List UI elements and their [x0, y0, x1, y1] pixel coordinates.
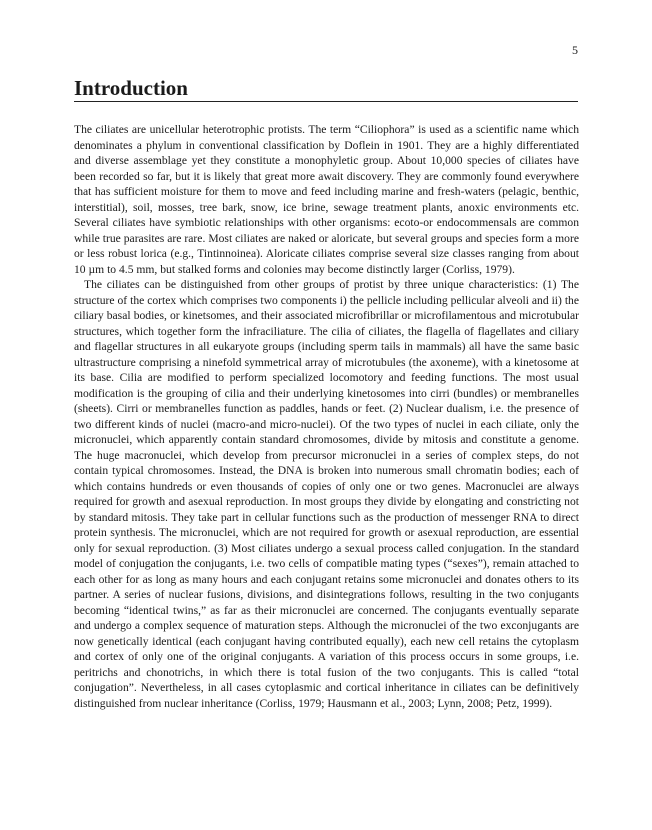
paragraph: The ciliates can be distinguished from other groups of protist by three unique characteristics: (1) The structure of the cortex which comprises two components i) the pellicle including pellicular alveoli and ii) the ciliary basal bodies, or kinetsomes, and their associated microfibrillar or microfilamentous and microtubular structures, which together form the infraciliature. The cilia of ciliates, the flagella of flagellates and ciliary and flagellar structures in all eukaryote groups (including sperm tails in mammals) all have the same basic ultrastructure comprising a ninefold symmetrical array of microtubules (the axoneme), with a kinetosome at its base. Cilia are modified to perform specialized locomotory and feeding functions. The most usual modification is the grouping of cilia and their underlying kinetosomes into cirri (bundles) or membranelles (sheets). Cirri or membranelles function as paddles, hands or feet. (2) Nuclear dualism, i.e. the presence of two different kinds of nuclei (macro-and micro-nuclei). Of the two types of nuclei in each ciliate, only the micronuclei, which apparently contain standard chromosomes, divide by mitosis and constitute a genome. The huge macronuclei, which develop from precursor micronuclei in a series of complex steps, do not contain typical chromosomes. Instead, the DNA is broken into numerous small chromatin bodies; each of which contains hundreds or even thousands of copies of only one or two genes. Macronuclei are always required for growth and asexual reproduction. In most groups they divide by elongating and constricting not by standard mitosis. They take part in cellular functions such as the production of messenger RNA to direct protein synthesis. The micronuclei, which are not required for growth or asexual reproduction, are essential only for sexual reproduction. (3) Most ciliates undergo a sexual process called conjugation. In the standard model of conjugation the conjugants, i.e. two cells of compatible mating types (“sexes”), remain attached to each other for as long as many hours and each conjugant retains some micronuclei and donates others to its partner. A series of nuclear fusions, divisions, and disintegrations follows, resulting in the two conjugants becoming “identical twins,” as far as their micronuclei are concerned. The conjugants eventually separate and undergo a complex sequence of maturation steps. Although the micronuclei of the two exconjugants are now genetically identical (each conjugant having contributed equally), each new cell retains the cytoplasm and cortex of only one of the original conjugants. A variation of this process occurs in some groups, i.e. peritrichs and chonotrichs, in which there is total fusion of the two conjugants. This is called “total conjugation”. Nevertheless, in all cases cytoplasmic and cortical inheritance in ciliates can be definitively distinguished from nuclear inheritance (Corliss, 1979; Hausmann et al., 2003; Lynn, 2008; Petz, 1999).	[74, 278, 579, 710]
body-text	[74, 122, 579, 711]
title-rule	[74, 101, 578, 102]
page-number: 5	[572, 43, 578, 57]
paragraph: The ciliates are unicellular heterotrophic protists. The term “Ciliophora” is used as a scientific name which denominates a phylum in conventional classification by Doflein in 1901. They are a highly differentiated and diverse assemblage yet they constitute a monophyletic group. About 10,000 species of ciliates have been recorded so far, but it is likely that great more await discovery. They are commonly found everywhere that has sufficient moisture for them to move and feed including marine and fresh-waters (pelagic, benthic, interstitial), soil, mosses, tree bark, snow, ice brine, sewage treatment plants, anoxic environments etc. Several ciliates have symbiotic relationships with other organisms: ecoto-or endocommensals are common while true parasites are rare. Most ciliates are naked or aloricate, but several groups and species form a more or less robust lorica (e.g., Tintinnoinea). Aloricate ciliates comprise several size classes ranging from about 10 µm to 4.5 mm, but stalked forms and colonies may become distinctly larger (Corliss, 1979).	[74, 123, 579, 276]
chapter-title: Introduction	[74, 76, 188, 100]
